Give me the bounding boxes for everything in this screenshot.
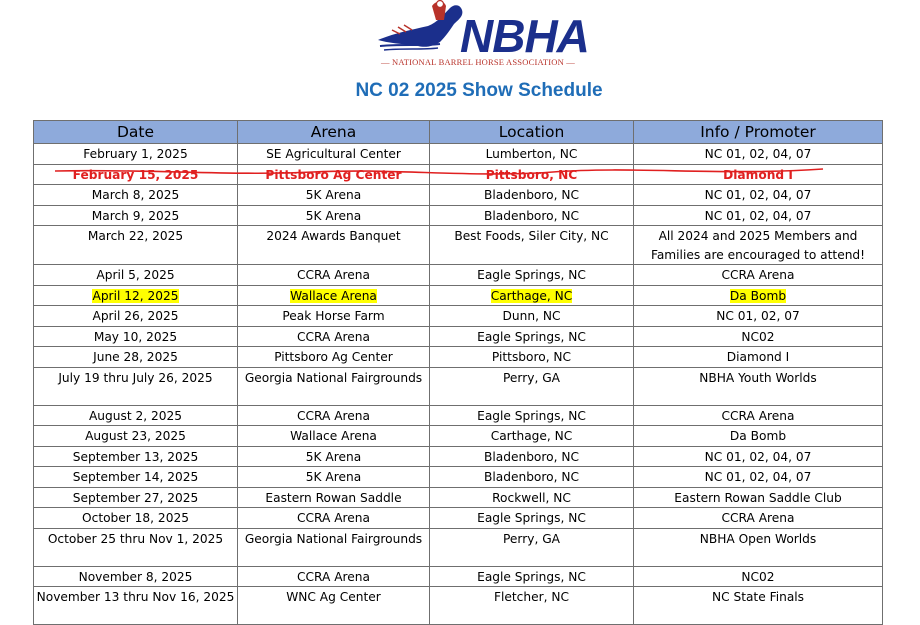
table-row [34,265,883,286]
arena-cell [238,508,430,529]
info-text: NC 01, 02, 04, 07 [704,188,812,202]
date-cell [34,426,238,447]
location-cell [430,185,634,206]
arena-cell [238,566,430,587]
info-cell [634,205,883,226]
arena-text: Peak Horse Farm [282,309,385,323]
table-row [34,144,883,165]
date-cell [34,326,238,347]
location-text: Bladenboro, NC [484,208,579,223]
arena-cell [238,205,430,226]
arena-cell [238,144,430,165]
location-text: Bladenboro, NC [484,188,579,202]
table-row [34,285,883,306]
info-text: NBHA Youth Worlds [699,370,817,385]
arena-text: 5K Arena [305,470,362,484]
info-text: NC02 [741,569,775,584]
date-cell [34,285,238,306]
location-text: Eagle Springs, NC [477,268,586,282]
date-cell [34,144,238,165]
location-text: Pittsboro, NC [485,167,578,182]
arena-cell [238,426,430,447]
info-cell [634,285,883,306]
date-cell [34,347,238,368]
arena-text: Georgia National Fairgrounds [244,370,423,385]
date-cell [34,587,238,625]
arena-cell [238,347,430,368]
location-text: Bladenboro, NC [484,449,579,464]
location-text: Bladenboro, NC [484,470,579,484]
info-text: Diamond I [723,167,793,182]
info-cell [634,566,883,587]
info-text: NC 01, 02, 04, 07 [704,147,812,161]
date-cell [34,226,238,265]
date-text: April 5, 2025 [96,268,175,282]
arena-cell [238,164,430,185]
arena-text: 5K Arena [305,449,362,464]
table-row [34,446,883,467]
date-cell [34,446,238,467]
arena-text: CCRA Arena [297,511,370,525]
table-row [34,587,883,625]
info-cell [634,306,883,327]
arena-text: 5K Arena [305,208,362,223]
location-cell [430,566,634,587]
arena-text: 5K Arena [305,188,362,202]
location-text: Lumberton, NC [485,147,578,161]
date-text: June 28, 2025 [93,350,178,364]
nbha-logo [368,0,588,72]
info-text: CCRA Arena [721,511,795,525]
arena-text: CCRA Arena [297,569,370,584]
info-cell [634,528,883,566]
table-header-row [34,121,883,144]
date-text: March 22, 2025 [87,229,184,243]
info-text: CCRA Arena [721,408,795,423]
info-text: NBHA Open Worlds [699,531,817,546]
date-cell [34,265,238,286]
info-text: CCRA Arena [721,268,795,282]
date-text: October 25 thru Nov 1, 2025 [47,531,224,546]
info-cell [634,367,883,405]
arena-text: Wallace Arena [290,429,377,443]
arena-text: CCRA Arena [297,408,370,423]
location-text: Pittsboro, NC [491,350,572,364]
table-body [34,144,883,625]
arena-text: WNC Ag Center [286,590,381,604]
arena-text: Pittsboro Ag Center [274,350,393,364]
info-text: NC 01, 02, 07 [716,309,800,323]
location-text: Perry, GA [503,531,560,546]
page-title: NC 02 2025 Show Schedule [355,80,603,101]
info-cell [634,467,883,488]
table-row [34,566,883,587]
arena-text: CCRA Arena [297,329,370,344]
arena-text: Wallace Arena [290,288,377,303]
arena-text: Eastern Rowan Saddle [265,490,402,505]
date-cell [34,467,238,488]
column-header-date: Date [34,121,238,144]
date-cell [34,205,238,226]
location-cell [430,467,634,488]
date-text: November 8, 2025 [78,569,193,584]
date-text: October 18, 2025 [82,511,189,525]
date-cell [34,367,238,405]
table-row [34,164,883,185]
info-cell [634,446,883,467]
date-cell [34,487,238,508]
arena-cell [238,306,430,327]
date-text: February 15, 2025 [72,167,199,182]
logo-subtitle: — NATIONAL BARREL HORSE ASSOCIATION — [380,57,575,67]
table-row [34,487,883,508]
info-text: Da Bomb [729,429,787,443]
logo-wordmark: NBHA [460,10,589,62]
location-text: Eagle Springs, NC [477,408,586,423]
location-cell [430,205,634,226]
location-text: Dunn, NC [502,309,561,323]
arena-cell [238,285,430,306]
location-text: Eagle Springs, NC [477,569,586,584]
info-cell [634,265,883,286]
table-row [34,467,883,488]
arena-cell [238,467,430,488]
arena-text: CCRA Arena [297,268,370,282]
table-row [34,528,883,566]
location-text: Carthage, NC [490,429,573,443]
info-text: All 2024 and 2025 Members and Families are encouraged to attend! [650,229,866,262]
info-cell [634,405,883,426]
date-cell [34,185,238,206]
column-header-info: Info / Promoter [634,121,883,144]
table-row [34,205,883,226]
location-cell [430,487,634,508]
info-cell [634,185,883,206]
date-text: February 1, 2025 [83,147,188,161]
date-text: March 9, 2025 [91,208,180,223]
info-text: Diamond I [726,350,790,364]
date-cell [34,566,238,587]
location-cell [430,285,634,306]
info-cell [634,587,883,625]
location-cell [430,426,634,447]
arena-text: 2024 Awards Banquet [266,229,401,243]
info-cell [634,347,883,368]
location-cell [430,405,634,426]
location-text: Best Foods, Siler City, NC [454,229,609,243]
info-cell [634,487,883,508]
table-row [34,185,883,206]
location-cell [430,306,634,327]
table-row [34,426,883,447]
location-text: Perry, GA [503,370,560,385]
info-cell [634,144,883,165]
arena-cell [238,446,430,467]
info-cell [634,164,883,185]
location-cell [430,446,634,467]
info-text: NC 01, 02, 04, 07 [704,470,812,484]
info-text: NC State Finals [711,590,805,604]
location-cell [430,226,634,265]
table-row [34,226,883,265]
location-text: Fletcher, NC [494,590,569,604]
arena-cell [238,405,430,426]
table-row [34,306,883,327]
date-text: September 27, 2025 [72,490,199,505]
info-cell [634,326,883,347]
arena-text: SE Agricultural Center [266,147,401,161]
location-cell [430,508,634,529]
column-header-location: Location [430,121,634,144]
table-row [34,405,883,426]
date-text: November 13 thru Nov 16, 2025 [36,590,235,604]
location-cell [430,367,634,405]
date-cell [34,164,238,185]
info-text: Eastern Rowan Saddle Club [674,490,842,505]
date-cell [34,528,238,566]
date-text: April 12, 2025 [92,288,179,303]
date-text: March 8, 2025 [91,188,180,202]
arena-text: Pittsboro Ag Center [265,167,402,182]
arena-text: Georgia National Fairgrounds [244,531,423,546]
show-schedule-table [33,120,883,625]
table-row [34,326,883,347]
table-row [34,367,883,405]
table-row [34,508,883,529]
date-text: May 10, 2025 [93,329,178,344]
arena-cell [238,367,430,405]
date-text: April 26, 2025 [92,309,179,323]
info-text: NC02 [741,329,775,344]
location-text: Carthage, NC [490,288,573,303]
arena-cell [238,528,430,566]
location-cell [430,587,634,625]
date-cell [34,405,238,426]
location-cell [430,265,634,286]
date-text: August 23, 2025 [85,429,186,443]
arena-cell [238,185,430,206]
arena-cell [238,265,430,286]
date-cell [34,306,238,327]
info-text: NC 01, 02, 04, 07 [704,208,812,223]
location-cell [430,528,634,566]
date-text: September 14, 2025 [72,470,199,484]
location-cell [430,164,634,185]
date-text: August 2, 2025 [88,408,183,423]
arena-cell [238,326,430,347]
arena-cell [238,487,430,508]
info-cell [634,226,883,265]
date-text: September 13, 2025 [72,449,199,464]
column-header-arena: Arena [238,121,430,144]
location-text: Rockwell, NC [492,490,571,505]
location-cell [430,144,634,165]
date-cell [34,508,238,529]
location-text: Eagle Springs, NC [477,329,586,344]
info-text: NC 01, 02, 04, 07 [704,449,812,464]
info-cell [634,508,883,529]
table-row [34,347,883,368]
info-cell [634,426,883,447]
info-text: Da Bomb [729,288,787,303]
arena-cell [238,587,430,625]
location-text: Eagle Springs, NC [477,511,586,525]
location-cell [430,326,634,347]
location-cell [430,347,634,368]
date-text: July 19 thru July 26, 2025 [58,370,213,385]
arena-cell [238,226,430,265]
